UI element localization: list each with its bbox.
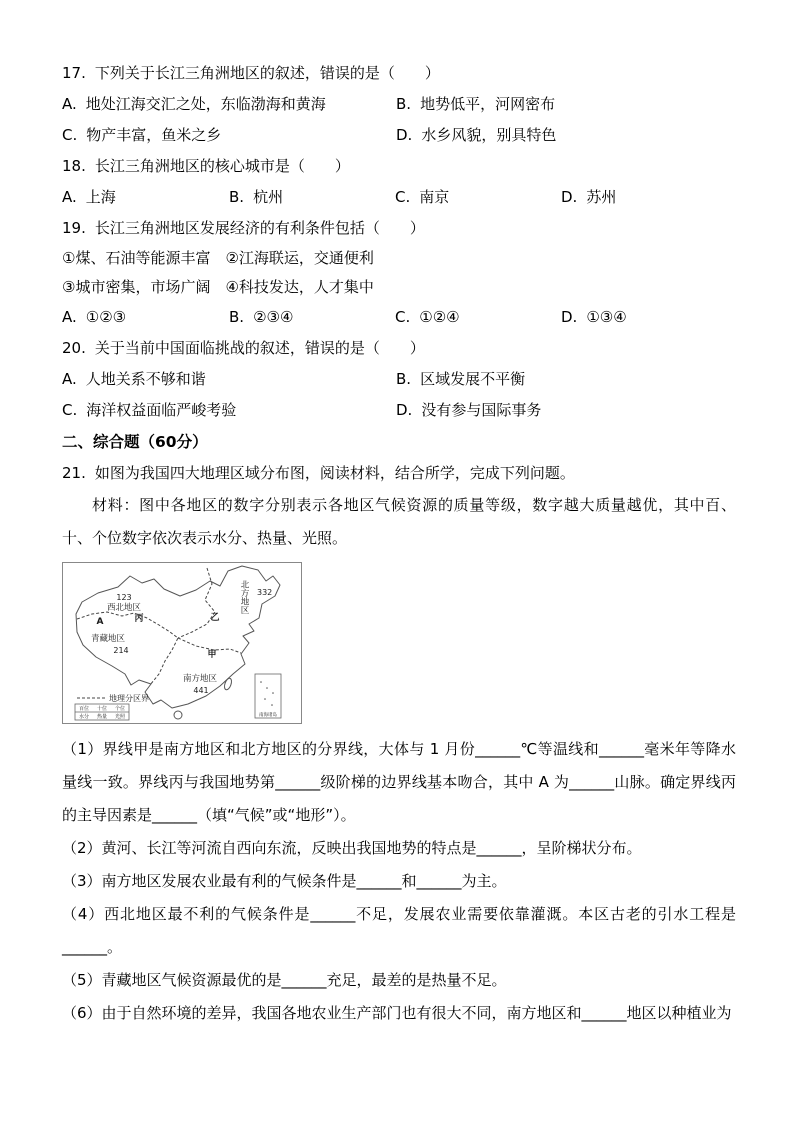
marker-a-mountain: A [96, 617, 104, 627]
option-a [62, 89, 396, 120]
option-d [396, 120, 736, 151]
option-text: 水乡风貌，别具特色 [421, 126, 557, 144]
digit-table-cell: 水分 [78, 714, 90, 720]
subquestion-3: （3）南方地区发展农业最有利的气候条件是______和______为主。 [62, 872, 507, 890]
question-intro-text: 如图为我国四大地理区域分布图，阅读材料，结合所学，完成下列问题。 [94, 464, 575, 482]
option-text: 杭州 [253, 188, 284, 206]
northwest-region-label: 西北地区 [106, 603, 142, 613]
option-text: 海洋权益面临严峻考验 [86, 401, 237, 419]
subquestion-2: （2）黄河、长江等河流自西向东流，反映出我国地势的特点是______，呈阶梯状分布。 [62, 839, 642, 857]
question-stem-text: 长江三角洲地区的核心城市是（ ） [94, 157, 350, 175]
question-20-stem [62, 333, 736, 364]
inset-island-dot [260, 681, 262, 683]
question-19-stem [62, 213, 736, 244]
marker-bing: 丙 [134, 614, 144, 624]
question-20 [62, 333, 736, 426]
china-regions-map-figure [62, 562, 736, 724]
option-text: 人地关系不够和谐 [85, 370, 206, 388]
option-text: 区域发展不平衡 [420, 370, 526, 388]
option-a [62, 364, 396, 395]
option-a [62, 302, 229, 333]
tibet-region-code: 214 [113, 646, 129, 655]
section-2-heading: 二、综合题（60分） [62, 433, 208, 451]
northwest-region-code: 123 [116, 593, 132, 602]
question-number: 21. [62, 464, 86, 482]
option-c [395, 182, 561, 213]
option-c [62, 120, 396, 151]
question-19-options-row [62, 302, 736, 333]
option-b [229, 182, 395, 213]
south-region-code: 441 [193, 686, 209, 695]
option-d [561, 302, 736, 333]
option-label: C. [62, 126, 78, 144]
option-text: 地处江海交汇之处，东临渤海和黄海 [85, 95, 326, 113]
question-20-options-row-1 [62, 364, 736, 395]
option-text: 苏州 [586, 188, 617, 206]
option-b [229, 302, 395, 333]
option-text: 地势低平，河网密布 [420, 95, 556, 113]
question-18-stem [62, 151, 736, 182]
subquestion-6: （6）由于自然环境的差异，我国各地农业生产部门也有很大不同，南方地区和______地区以种植业为 [62, 1004, 732, 1022]
option-label: B. [396, 370, 412, 388]
question-21 [62, 458, 736, 1030]
option-text: ①②④ [419, 308, 460, 326]
option-label: B. [229, 308, 245, 326]
option-label: D. [561, 188, 578, 206]
question-number: 18. [62, 157, 86, 175]
digit-table-cell: 百位 [78, 706, 90, 712]
option-text: ②③④ [253, 308, 294, 326]
digit-table-cell: 热量 [96, 714, 108, 720]
option-c [62, 395, 396, 426]
question-18 [62, 151, 736, 213]
question-stem-text: 下列关于长江三角洲地区的叙述，错误的是（ ） [94, 64, 440, 82]
question-number: 19. [62, 219, 86, 237]
digit-table-cell: 个位 [114, 706, 126, 712]
tibet-region-label: 青藏地区 [90, 634, 126, 644]
subquestion-1: （1）界线甲是南方地区和北方地区的分界线，大体与 1 月份______℃等温线和______毫米年等降水量线一致。界线丙与我国地势第______级阶梯的边界线基本吻合，其中 A 为______山脉。确定界线丙的主导因素是______（填“气候”或“地形”）。 [62, 740, 736, 824]
option-label: D. [561, 308, 578, 326]
digit-meaning-table [75, 704, 129, 720]
option-text: ①②③ [85, 308, 127, 326]
marker-jia: 甲 [207, 650, 217, 660]
option-label: A. [62, 370, 77, 388]
option-b [396, 89, 736, 120]
question-17-options-row-1 [62, 89, 736, 120]
question-18-options-row [62, 182, 736, 213]
option-label: D. [396, 126, 413, 144]
question-19-item-1: ①煤、石油等能源丰富 ②江海联运，交通便利 [62, 249, 374, 267]
inset-island-dot [271, 704, 273, 706]
option-label: A. [62, 95, 77, 113]
question-20-options-row-2 [62, 395, 736, 426]
north-region-code: 332 [257, 588, 273, 597]
option-label: A. [62, 188, 77, 206]
north-region-label: 北方地区 [239, 580, 249, 614]
digit-table-cell: 光照 [114, 714, 126, 720]
question-17-options-row-2 [62, 120, 736, 151]
option-label: D. [396, 401, 413, 419]
inset-island-dot [266, 687, 268, 689]
option-label: C. [395, 188, 411, 206]
question-21-material: 材料：图中各地区的数字分别表示各地区气候资源的质量等级，数字越大质量越优，其中百、十、个位数字依次表示水分、热量、光照。 [62, 496, 736, 547]
question-21-intro [62, 458, 736, 489]
china-regions-map [62, 562, 302, 724]
question-19-item-2: ③城市密集，市场广阔 ④科技发达，人才集中 [62, 278, 374, 296]
option-d [396, 395, 736, 426]
question-number: 17. [62, 64, 86, 82]
option-c [395, 302, 561, 333]
option-label: C. [62, 401, 78, 419]
option-label: B. [396, 95, 412, 113]
option-b [396, 364, 736, 395]
inset-island-dot [272, 692, 274, 694]
inset-island-dot [264, 698, 266, 700]
digit-table-cell: 十位 [96, 706, 108, 712]
option-label: A. [62, 308, 77, 326]
option-text: ①③④ [586, 308, 627, 326]
inset-label: 南海诸岛 [259, 713, 277, 718]
question-19 [62, 213, 736, 333]
option-text: 物产丰富，鱼米之乡 [86, 126, 222, 144]
subquestion-5: （5）青藏地区气候资源最优的是______充足，最差的是热量不足。 [62, 971, 507, 989]
option-text: 没有参与国际事务 [421, 401, 542, 419]
option-text: 上海 [85, 188, 116, 206]
subquestion-4: （4）西北地区最不利的气候条件是______不足，发展农业需要依靠灌溉。本区古老的引水工程是______。 [62, 905, 736, 956]
question-stem-text: 长江三角洲地区发展经济的有利条件包括（ ） [94, 219, 425, 237]
question-17 [62, 58, 736, 151]
question-stem-text: 关于当前中国面临挑战的叙述，错误的是（ ） [94, 339, 425, 357]
south-region-label: 南方地区 [182, 674, 218, 684]
option-label: B. [229, 188, 245, 206]
question-number: 20. [62, 339, 86, 357]
legend-label: 地理分区界 [109, 694, 149, 703]
marker-yi: 乙 [210, 613, 220, 623]
option-label: C. [395, 308, 411, 326]
question-17-stem [62, 58, 736, 89]
option-text: 南京 [419, 188, 450, 206]
option-a [62, 182, 229, 213]
option-d [561, 182, 736, 213]
